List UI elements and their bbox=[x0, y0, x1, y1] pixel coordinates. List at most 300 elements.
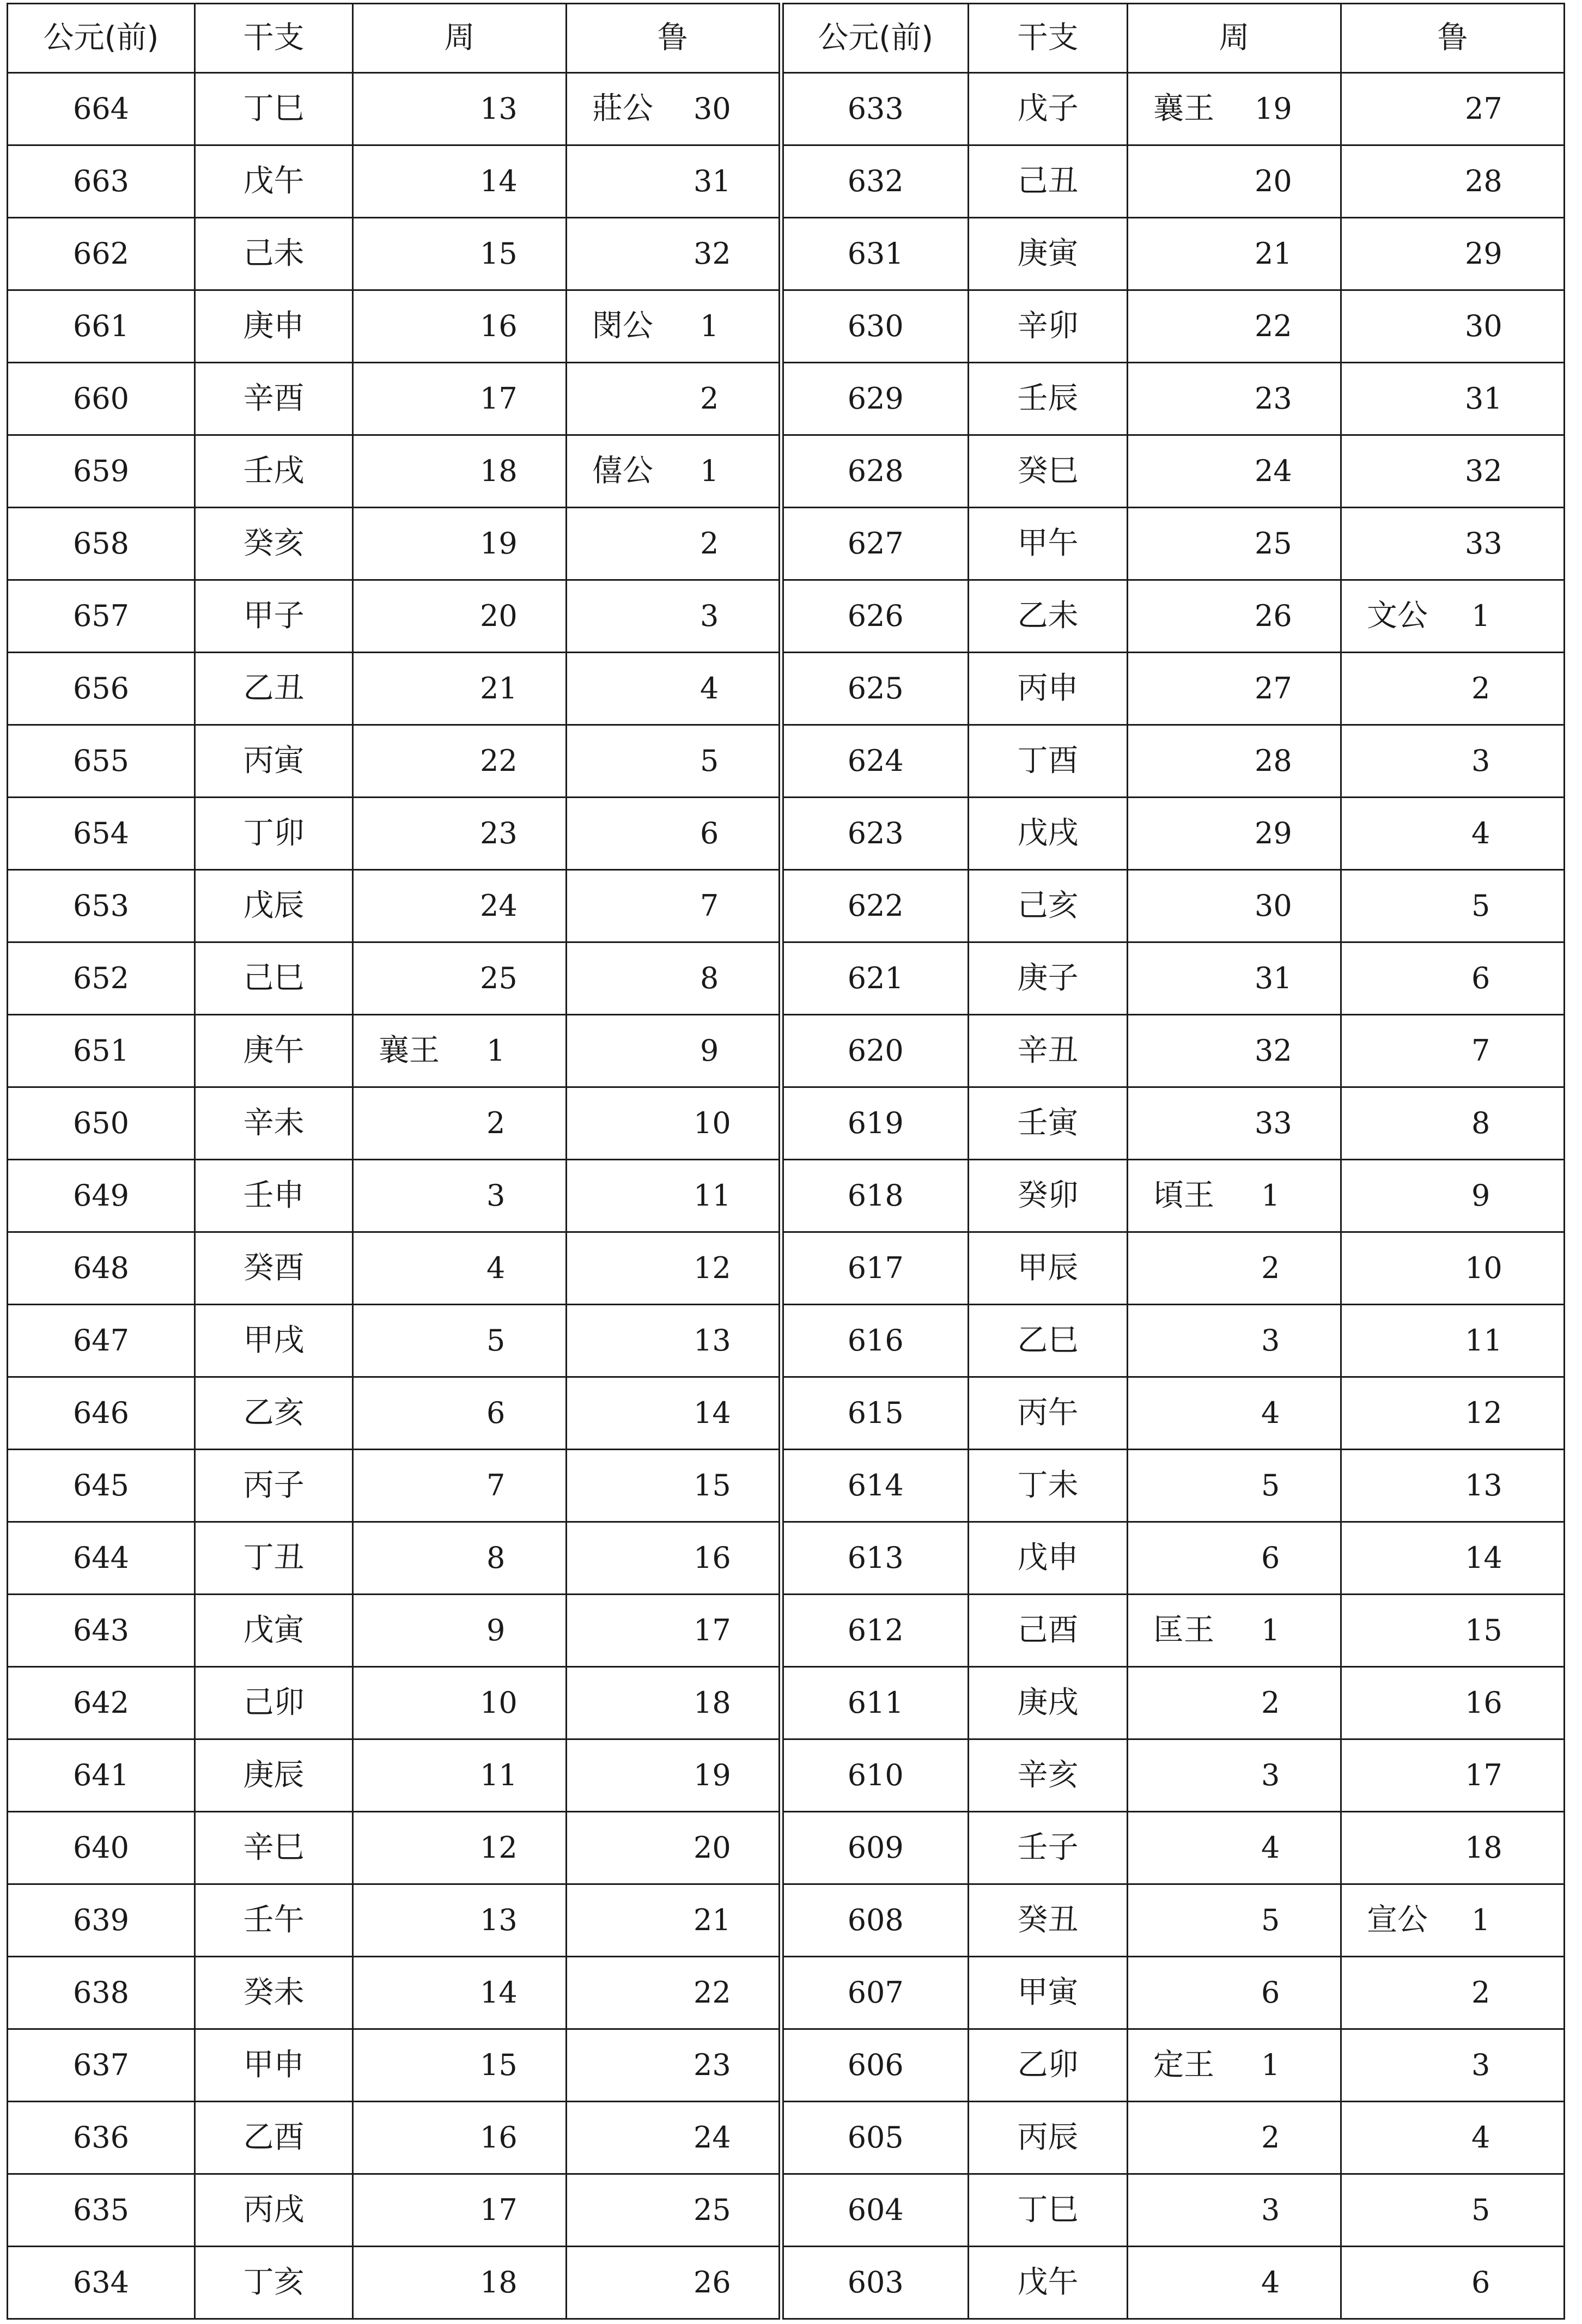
reign-year: 22 bbox=[693, 1975, 731, 2010]
ganzhi-left: 丁丑 bbox=[195, 1522, 353, 1595]
reign-year: 11 bbox=[1465, 1323, 1502, 1358]
zhou-reign-cell-right bbox=[1128, 2029, 1341, 2102]
zhou-reign-cell-left bbox=[353, 2174, 567, 2247]
ganzhi-right: 戊子 bbox=[969, 73, 1128, 145]
ruler-name: 僖公 bbox=[592, 453, 653, 489]
zhou-reign-cell-left bbox=[353, 1667, 567, 1739]
zhou-reign-cell-left bbox=[353, 508, 567, 580]
reign-year: 27 bbox=[1465, 92, 1502, 126]
reign-year: 26 bbox=[1255, 599, 1292, 633]
zhou-reign-cell-right bbox=[1128, 1232, 1341, 1305]
reign-year: 33 bbox=[1255, 1106, 1292, 1140]
ganzhi-right: 辛卯 bbox=[969, 290, 1128, 363]
table-row bbox=[8, 145, 1565, 218]
reign-year: 10 bbox=[1465, 1251, 1502, 1285]
ganzhi-right: 丁酉 bbox=[969, 725, 1128, 798]
zhou-reign-cell-left bbox=[353, 290, 567, 363]
lu-reign-cell-left bbox=[567, 2102, 781, 2174]
zhou-reign-cell-left bbox=[353, 2247, 567, 2319]
chronology-table bbox=[7, 3, 1565, 2320]
lu-reign-cell-right bbox=[1341, 1232, 1565, 1305]
ganzhi-right: 乙卯 bbox=[969, 2029, 1128, 2102]
reign-year: 13 bbox=[693, 1323, 731, 1358]
table-row bbox=[8, 1667, 1565, 1739]
zhou-reign-cell-left bbox=[353, 435, 567, 508]
reign-year: 4 bbox=[700, 671, 719, 705]
reign-year: 10 bbox=[480, 1686, 518, 1720]
ganzhi-right: 乙巳 bbox=[969, 1305, 1128, 1377]
reign-year: 28 bbox=[1255, 744, 1292, 778]
zhou-reign-cell-left bbox=[353, 653, 567, 725]
zhou-reign-cell-left bbox=[353, 2029, 567, 2102]
reign-year: 3 bbox=[1471, 2048, 1490, 2082]
reign-year: 8 bbox=[486, 1541, 506, 1575]
zhou-reign-cell-right bbox=[1128, 1667, 1341, 1739]
table-row bbox=[8, 1739, 1565, 1812]
reign-year: 16 bbox=[693, 1541, 731, 1575]
bce-year-right: 619 bbox=[781, 1087, 969, 1160]
bce-year-left: 642 bbox=[8, 1667, 195, 1739]
lu-reign-cell-right bbox=[1341, 1015, 1565, 1087]
lu-reign-cell-left bbox=[567, 508, 781, 580]
reign-year: 33 bbox=[1465, 526, 1502, 561]
ganzhi-left: 庚申 bbox=[195, 290, 353, 363]
reign-year: 30 bbox=[1255, 889, 1292, 923]
ganzhi-left: 己巳 bbox=[195, 942, 353, 1015]
reign-year: 6 bbox=[1471, 2265, 1490, 2299]
ganzhi-right: 丙辰 bbox=[969, 2102, 1128, 2174]
bce-year-right: 626 bbox=[781, 580, 969, 653]
header-ganzhi-right: 干支 bbox=[969, 4, 1128, 73]
bce-year-right: 608 bbox=[781, 1884, 969, 1957]
reign-year: 24 bbox=[1255, 454, 1292, 488]
header-ganzhi-left: 干支 bbox=[195, 4, 353, 73]
ruler-name: 匡王 bbox=[1153, 1613, 1214, 1648]
zhou-reign-cell-left bbox=[353, 2102, 567, 2174]
zhou-reign-cell-left bbox=[353, 1377, 567, 1450]
reign-year: 18 bbox=[693, 1686, 731, 1720]
reign-year: 25 bbox=[480, 961, 518, 995]
ganzhi-right: 壬辰 bbox=[969, 363, 1128, 435]
ganzhi-left: 乙酉 bbox=[195, 2102, 353, 2174]
zhou-reign-cell-right bbox=[1128, 1087, 1341, 1160]
zhou-reign-cell-right bbox=[1128, 870, 1341, 942]
table-row bbox=[8, 508, 1565, 580]
zhou-reign-cell-right bbox=[1128, 1884, 1341, 1957]
ganzhi-right: 丙午 bbox=[969, 1377, 1128, 1450]
table-header-row bbox=[8, 4, 1565, 73]
table-row bbox=[8, 798, 1565, 870]
table-row bbox=[8, 725, 1565, 798]
bce-year-right: 627 bbox=[781, 508, 969, 580]
bce-year-left: 657 bbox=[8, 580, 195, 653]
ganzhi-left: 戊寅 bbox=[195, 1595, 353, 1667]
reign-year: 4 bbox=[1261, 1830, 1280, 1865]
bce-year-left: 640 bbox=[8, 1812, 195, 1884]
lu-reign-cell-right bbox=[1341, 363, 1565, 435]
ganzhi-left: 丁亥 bbox=[195, 2247, 353, 2319]
reign-year: 12 bbox=[693, 1251, 731, 1285]
header-zhou-right: 周 bbox=[1128, 4, 1341, 73]
reign-year: 2 bbox=[700, 526, 719, 561]
reign-year: 1 bbox=[1261, 1178, 1280, 1213]
lu-reign-cell-left bbox=[567, 1812, 781, 1884]
reign-year: 8 bbox=[1471, 1106, 1490, 1140]
reign-year: 1 bbox=[486, 1033, 506, 1068]
bce-year-left: 659 bbox=[8, 435, 195, 508]
lu-reign-cell-left bbox=[567, 290, 781, 363]
ganzhi-right: 丁巳 bbox=[969, 2174, 1128, 2247]
table-row bbox=[8, 1087, 1565, 1160]
zhou-reign-cell-right bbox=[1128, 145, 1341, 218]
ruler-name: 襄王 bbox=[1153, 91, 1214, 126]
zhou-reign-cell-right bbox=[1128, 435, 1341, 508]
reign-year: 32 bbox=[693, 236, 731, 271]
ganzhi-left: 壬戌 bbox=[195, 435, 353, 508]
bce-year-left: 651 bbox=[8, 1015, 195, 1087]
reign-year: 28 bbox=[1465, 164, 1502, 198]
table-row bbox=[8, 1595, 1565, 1667]
reign-year: 21 bbox=[1255, 236, 1292, 271]
reign-year: 15 bbox=[480, 2048, 518, 2082]
reign-year: 7 bbox=[486, 1468, 506, 1502]
bce-year-right: 616 bbox=[781, 1305, 969, 1377]
ganzhi-right: 戊戌 bbox=[969, 798, 1128, 870]
bce-year-left: 653 bbox=[8, 870, 195, 942]
lu-reign-cell-left bbox=[567, 1087, 781, 1160]
reign-year: 11 bbox=[693, 1178, 731, 1213]
table-row bbox=[8, 2102, 1565, 2174]
lu-reign-cell-left bbox=[567, 1232, 781, 1305]
bce-year-left: 634 bbox=[8, 2247, 195, 2319]
zhou-reign-cell-left bbox=[353, 73, 567, 145]
ruler-name: 閔公 bbox=[592, 308, 653, 344]
reign-year: 3 bbox=[1261, 2193, 1280, 2227]
ganzhi-left: 辛巳 bbox=[195, 1812, 353, 1884]
bce-year-right: 633 bbox=[781, 73, 969, 145]
zhou-reign-cell-left bbox=[353, 1087, 567, 1160]
zhou-reign-cell-right bbox=[1128, 580, 1341, 653]
reign-year: 7 bbox=[700, 889, 719, 923]
reign-year: 5 bbox=[486, 1323, 506, 1358]
ganzhi-right: 庚戌 bbox=[969, 1667, 1128, 1739]
lu-reign-cell-right bbox=[1341, 290, 1565, 363]
reign-year: 8 bbox=[700, 961, 719, 995]
zhou-reign-cell-left bbox=[353, 725, 567, 798]
bce-year-left: 641 bbox=[8, 1739, 195, 1812]
ganzhi-left: 癸亥 bbox=[195, 508, 353, 580]
zhou-reign-cell-left bbox=[353, 145, 567, 218]
reign-year: 1 bbox=[1471, 1903, 1490, 1937]
reign-year: 2 bbox=[1261, 2120, 1280, 2155]
lu-reign-cell-right bbox=[1341, 725, 1565, 798]
ganzhi-left: 癸未 bbox=[195, 1957, 353, 2029]
lu-reign-cell-right bbox=[1341, 580, 1565, 653]
table-row bbox=[8, 1232, 1565, 1305]
lu-reign-cell-left bbox=[567, 653, 781, 725]
zhou-reign-cell-left bbox=[353, 1595, 567, 1667]
ruler-name: 襄王 bbox=[379, 1033, 440, 1068]
table-row bbox=[8, 1957, 1565, 2029]
zhou-reign-cell-left bbox=[353, 218, 567, 290]
reign-year: 22 bbox=[1255, 309, 1292, 343]
lu-reign-cell-right bbox=[1341, 1957, 1565, 2029]
bce-year-left: 661 bbox=[8, 290, 195, 363]
reign-year: 9 bbox=[486, 1613, 506, 1647]
bce-year-right: 631 bbox=[781, 218, 969, 290]
bce-year-left: 658 bbox=[8, 508, 195, 580]
reign-year: 1 bbox=[1261, 2048, 1280, 2082]
bce-year-right: 629 bbox=[781, 363, 969, 435]
zhou-reign-cell-left bbox=[353, 1739, 567, 1812]
reign-year: 2 bbox=[486, 1106, 506, 1140]
reign-year: 12 bbox=[1465, 1396, 1502, 1430]
reign-year: 32 bbox=[1255, 1033, 1292, 1068]
reign-year: 15 bbox=[480, 236, 518, 271]
ganzhi-right: 甲辰 bbox=[969, 1232, 1128, 1305]
zhou-reign-cell-right bbox=[1128, 1305, 1341, 1377]
ganzhi-left: 丙寅 bbox=[195, 725, 353, 798]
table-row bbox=[8, 2174, 1565, 2247]
table-row bbox=[8, 1522, 1565, 1595]
reign-year: 16 bbox=[480, 309, 518, 343]
ganzhi-right: 庚寅 bbox=[969, 218, 1128, 290]
zhou-reign-cell-right bbox=[1128, 1595, 1341, 1667]
reign-year: 25 bbox=[693, 2193, 731, 2227]
ganzhi-right: 癸卯 bbox=[969, 1160, 1128, 1232]
lu-reign-cell-right bbox=[1341, 2102, 1565, 2174]
lu-reign-cell-right bbox=[1341, 435, 1565, 508]
zhou-reign-cell-left bbox=[353, 942, 567, 1015]
ganzhi-left: 乙亥 bbox=[195, 1377, 353, 1450]
bce-year-right: 625 bbox=[781, 653, 969, 725]
table-row bbox=[8, 1160, 1565, 1232]
ganzhi-right: 丙申 bbox=[969, 653, 1128, 725]
ganzhi-right: 辛亥 bbox=[969, 1739, 1128, 1812]
ganzhi-left: 庚午 bbox=[195, 1015, 353, 1087]
ruler-name: 定王 bbox=[1153, 2047, 1214, 2083]
lu-reign-cell-right bbox=[1341, 2247, 1565, 2319]
reign-year: 18 bbox=[1465, 1830, 1502, 1865]
reign-year: 3 bbox=[700, 599, 719, 633]
bce-year-left: 647 bbox=[8, 1305, 195, 1377]
reign-year: 6 bbox=[486, 1396, 506, 1430]
bce-year-right: 628 bbox=[781, 435, 969, 508]
bce-year-right: 606 bbox=[781, 2029, 969, 2102]
bce-year-left: 652 bbox=[8, 942, 195, 1015]
lu-reign-cell-left bbox=[567, 2174, 781, 2247]
ganzhi-right: 戊午 bbox=[969, 2247, 1128, 2319]
bce-year-left: 643 bbox=[8, 1595, 195, 1667]
bce-year-left: 639 bbox=[8, 1884, 195, 1957]
zhou-reign-cell-right bbox=[1128, 1812, 1341, 1884]
table-row bbox=[8, 1812, 1565, 1884]
reign-year: 30 bbox=[1465, 309, 1502, 343]
bce-year-right: 603 bbox=[781, 2247, 969, 2319]
lu-reign-cell-left bbox=[567, 218, 781, 290]
reign-year: 17 bbox=[1465, 1758, 1502, 1792]
bce-year-right: 632 bbox=[781, 145, 969, 218]
bce-year-right: 610 bbox=[781, 1739, 969, 1812]
lu-reign-cell-left bbox=[567, 1595, 781, 1667]
reign-year: 1 bbox=[700, 454, 719, 488]
ganzhi-left: 辛酉 bbox=[195, 363, 353, 435]
reign-year: 17 bbox=[480, 2193, 518, 2227]
zhou-reign-cell-right bbox=[1128, 1450, 1341, 1522]
bce-year-left: 646 bbox=[8, 1377, 195, 1450]
lu-reign-cell-left bbox=[567, 2029, 781, 2102]
lu-reign-cell-left bbox=[567, 870, 781, 942]
bce-year-left: 644 bbox=[8, 1522, 195, 1595]
reign-year: 5 bbox=[1471, 889, 1490, 923]
zhou-reign-cell-right bbox=[1128, 2174, 1341, 2247]
reign-year: 6 bbox=[1471, 961, 1490, 995]
ganzhi-left: 壬午 bbox=[195, 1884, 353, 1957]
reign-year: 14 bbox=[693, 1396, 731, 1430]
zhou-reign-cell-right bbox=[1128, 1522, 1341, 1595]
reign-year: 2 bbox=[1471, 1975, 1490, 2010]
lu-reign-cell-left bbox=[567, 1884, 781, 1957]
reign-year: 16 bbox=[1465, 1686, 1502, 1720]
table-row bbox=[8, 870, 1565, 942]
reign-year: 23 bbox=[480, 816, 518, 850]
ganzhi-right: 壬子 bbox=[969, 1812, 1128, 1884]
lu-reign-cell-right bbox=[1341, 1160, 1565, 1232]
zhou-reign-cell-left bbox=[353, 1522, 567, 1595]
table-row bbox=[8, 2247, 1565, 2319]
lu-reign-cell-right bbox=[1341, 145, 1565, 218]
reign-year: 15 bbox=[693, 1468, 731, 1502]
bce-year-left: 638 bbox=[8, 1957, 195, 2029]
lu-reign-cell-right bbox=[1341, 1305, 1565, 1377]
reign-year: 3 bbox=[1261, 1758, 1280, 1792]
reign-year: 6 bbox=[1261, 1975, 1280, 2010]
zhou-reign-cell-left bbox=[353, 870, 567, 942]
ganzhi-right: 戊申 bbox=[969, 1522, 1128, 1595]
reign-year: 20 bbox=[1255, 164, 1292, 198]
lu-reign-cell-right bbox=[1341, 508, 1565, 580]
zhou-reign-cell-left bbox=[353, 1884, 567, 1957]
ganzhi-left: 丁巳 bbox=[195, 73, 353, 145]
bce-year-left: 649 bbox=[8, 1160, 195, 1232]
lu-reign-cell-right bbox=[1341, 218, 1565, 290]
header-lu-right: 鲁 bbox=[1341, 4, 1565, 73]
reign-year: 25 bbox=[1255, 526, 1292, 561]
bce-year-left: 650 bbox=[8, 1087, 195, 1160]
reign-year: 14 bbox=[480, 1975, 518, 2010]
reign-year: 5 bbox=[1261, 1468, 1280, 1502]
reign-year: 2 bbox=[1261, 1251, 1280, 1285]
reign-year: 14 bbox=[1465, 1541, 1502, 1575]
ruler-name: 頃王 bbox=[1153, 1178, 1214, 1213]
zhou-reign-cell-right bbox=[1128, 653, 1341, 725]
bce-year-right: 612 bbox=[781, 1595, 969, 1667]
zhou-reign-cell-right bbox=[1128, 1957, 1341, 2029]
reign-year: 17 bbox=[480, 381, 518, 416]
ganzhi-left: 丙戌 bbox=[195, 2174, 353, 2247]
lu-reign-cell-left bbox=[567, 1739, 781, 1812]
ganzhi-left: 丁卯 bbox=[195, 798, 353, 870]
table-row bbox=[8, 1305, 1565, 1377]
zhou-reign-cell-left bbox=[353, 1957, 567, 2029]
zhou-reign-cell-right bbox=[1128, 942, 1341, 1015]
reign-year: 31 bbox=[1465, 381, 1502, 416]
lu-reign-cell-right bbox=[1341, 653, 1565, 725]
lu-reign-cell-right bbox=[1341, 1522, 1565, 1595]
zhou-reign-cell-left bbox=[353, 1160, 567, 1232]
zhou-reign-cell-right bbox=[1128, 1739, 1341, 1812]
reign-year: 13 bbox=[1465, 1468, 1502, 1502]
reign-year: 22 bbox=[480, 744, 518, 778]
header-lu-left: 鲁 bbox=[567, 4, 781, 73]
bce-year-right: 621 bbox=[781, 942, 969, 1015]
table-row bbox=[8, 218, 1565, 290]
ganzhi-left: 甲申 bbox=[195, 2029, 353, 2102]
reign-year: 4 bbox=[1261, 1396, 1280, 1430]
reign-year: 11 bbox=[480, 1758, 518, 1792]
lu-reign-cell-left bbox=[567, 580, 781, 653]
lu-reign-cell-left bbox=[567, 1160, 781, 1232]
reign-year: 14 bbox=[480, 164, 518, 198]
lu-reign-cell-left bbox=[567, 363, 781, 435]
lu-reign-cell-left bbox=[567, 1450, 781, 1522]
lu-reign-cell-left bbox=[567, 1667, 781, 1739]
ganzhi-left: 己未 bbox=[195, 218, 353, 290]
lu-reign-cell-left bbox=[567, 725, 781, 798]
reign-year: 29 bbox=[1465, 236, 1502, 271]
zhou-reign-cell-right bbox=[1128, 1015, 1341, 1087]
lu-reign-cell-right bbox=[1341, 1087, 1565, 1160]
zhou-reign-cell-right bbox=[1128, 218, 1341, 290]
reign-year: 12 bbox=[480, 1830, 518, 1865]
reign-year: 27 bbox=[1255, 671, 1292, 705]
zhou-reign-cell-left bbox=[353, 580, 567, 653]
bce-year-right: 605 bbox=[781, 2102, 969, 2174]
bce-year-right: 623 bbox=[781, 798, 969, 870]
ganzhi-right: 乙未 bbox=[969, 580, 1128, 653]
ganzhi-right: 甲寅 bbox=[969, 1957, 1128, 2029]
table-row bbox=[8, 73, 1565, 145]
zhou-reign-cell-left bbox=[353, 1450, 567, 1522]
lu-reign-cell-left bbox=[567, 2247, 781, 2319]
reign-year: 3 bbox=[1471, 744, 1490, 778]
reign-year: 7 bbox=[1471, 1033, 1490, 1068]
table-row bbox=[8, 290, 1565, 363]
lu-reign-cell-right bbox=[1341, 1812, 1565, 1884]
bce-year-left: 660 bbox=[8, 363, 195, 435]
reign-year: 18 bbox=[480, 454, 518, 488]
bce-year-left: 648 bbox=[8, 1232, 195, 1305]
zhou-reign-cell-left bbox=[353, 1015, 567, 1087]
ganzhi-right: 己丑 bbox=[969, 145, 1128, 218]
ganzhi-left: 戊午 bbox=[195, 145, 353, 218]
reign-year: 6 bbox=[700, 816, 719, 850]
reign-year: 20 bbox=[693, 1830, 731, 1865]
reign-year: 4 bbox=[486, 1251, 506, 1285]
table-row bbox=[8, 1377, 1565, 1450]
bce-year-left: 663 bbox=[8, 145, 195, 218]
ganzhi-left: 癸酉 bbox=[195, 1232, 353, 1305]
lu-reign-cell-left bbox=[567, 145, 781, 218]
reign-year: 19 bbox=[693, 1758, 731, 1792]
table-row bbox=[8, 435, 1565, 508]
ganzhi-right: 癸丑 bbox=[969, 1884, 1128, 1957]
lu-reign-cell-right bbox=[1341, 2029, 1565, 2102]
zhou-reign-cell-right bbox=[1128, 2102, 1341, 2174]
bce-year-left: 654 bbox=[8, 798, 195, 870]
lu-reign-cell-left bbox=[567, 942, 781, 1015]
reign-year: 3 bbox=[1261, 1323, 1280, 1358]
